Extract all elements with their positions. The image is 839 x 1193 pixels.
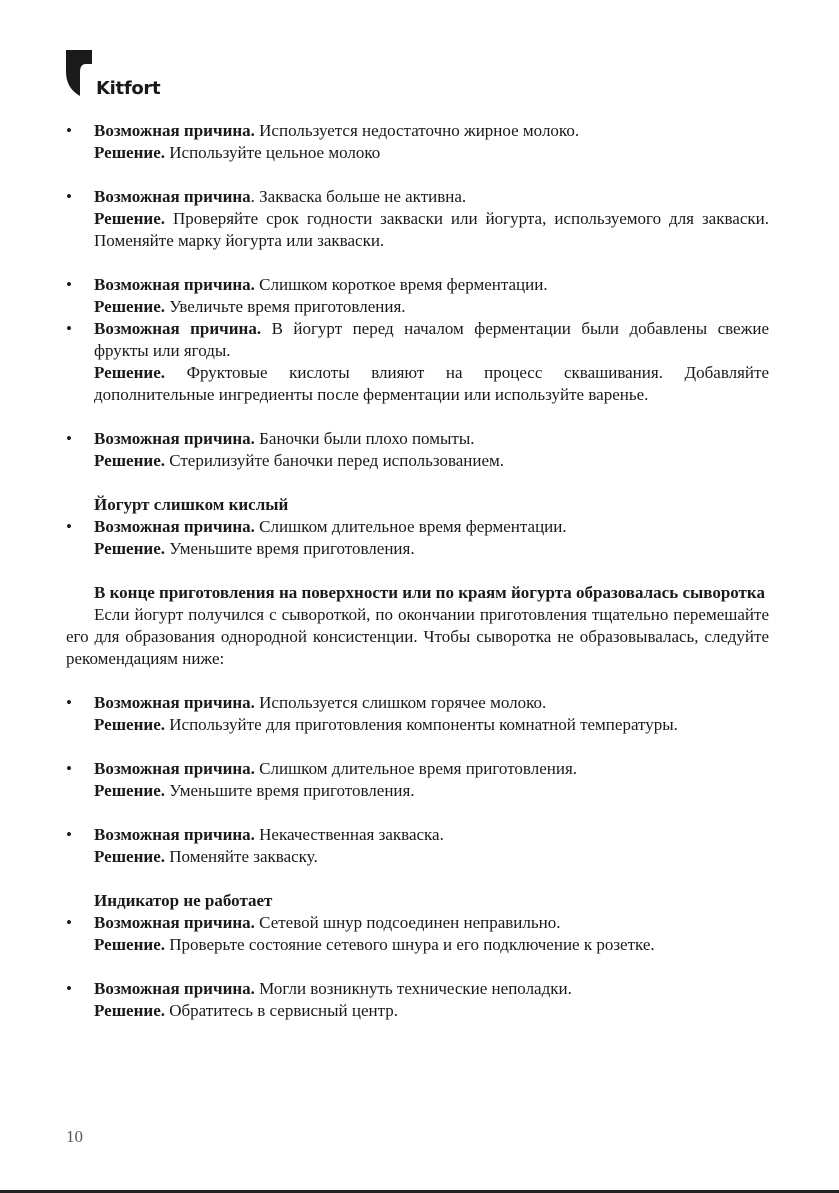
solution-text: Фруктовые кислоты влияют на процесс сквашивания. Добавляйте дополнительные ингредиенты после ферментации или используйте варенье. bbox=[94, 363, 769, 404]
list-item: • Возможная причина. Закваска больше не активна. Решение. Проверяйте срок годности закваски или йогурта, используемого для закваски. Поменяйте марку йогурта или закваски. bbox=[66, 186, 769, 252]
cause-text: Слишком длительное время ферментации. bbox=[259, 517, 567, 536]
cause-text: Используется недостаточно жирное молоко. bbox=[259, 121, 580, 140]
section-heading-indicator: Индикатор не работает bbox=[94, 891, 273, 910]
cause-label: Возможная причина bbox=[94, 979, 251, 998]
solution-text: Проверяйте срок годности закваски или йогурта, используемого для закваски. Поменяйте марку йогурта или закваски. bbox=[94, 209, 769, 250]
cause-text: Слишком короткое время ферментации. bbox=[259, 275, 548, 294]
solution-label: Решение. bbox=[94, 451, 165, 470]
cause-text: Некачественная закваска. bbox=[259, 825, 444, 844]
logo-text: Kitfort bbox=[96, 78, 161, 99]
list-item: • Возможная причина. Слишком короткое время ферментации. Решение. Увеличьте время приготовления. bbox=[66, 274, 769, 318]
cause-label: Возможная причина bbox=[94, 693, 251, 712]
cause-label: Возможная причина bbox=[94, 913, 251, 932]
solution-label: Решение. bbox=[94, 143, 165, 162]
section-heading-whey: В конце приготовления на поверхности или по краям йогурта образовалась сыворотка bbox=[94, 583, 765, 602]
page-number: 10 bbox=[66, 1127, 83, 1146]
solution-text: Увеличьте время приготовления. bbox=[169, 297, 406, 316]
solution-label: Решение. bbox=[94, 539, 165, 558]
list-item: • Возможная причина. Баночки были плохо помыты. Решение. Стерилизуйте баночки перед использованием. bbox=[66, 428, 769, 472]
solution-label: Решение. bbox=[94, 715, 165, 734]
cause-label: Возможная причина bbox=[94, 517, 251, 536]
solution-text: Обратитесь в сервисный центр. bbox=[169, 1001, 398, 1020]
list-item: • Возможная причина. Могли возникнуть технические неполадки. Решение. Обратитесь в сервисный центр. bbox=[66, 978, 769, 1022]
solution-text: Проверьте состояние сетевого шнура и его подключение к розетке. bbox=[169, 935, 655, 954]
solution-text: Уменьшите время приготовления. bbox=[169, 781, 415, 800]
section-intro-whey: Если йогурт получился с сывороткой, по окончании приготовления тщательно перемешайте его для образования однородной консистенции. Чтобы сыворотка не образовывалась, следуйте рекомендациям ниже: bbox=[66, 605, 769, 668]
cause-label: Возможная причина bbox=[94, 187, 251, 206]
cause-text: В йогурт перед началом ферментации были добавлены свежие фрукты или ягоды. bbox=[94, 319, 769, 360]
list-item: • Возможная причина. Слишком длительное время ферментации. Решение. Уменьшите время приготовления. bbox=[66, 516, 769, 560]
cause-label: Возможная причина bbox=[94, 275, 251, 294]
solution-label: Решение. bbox=[94, 781, 165, 800]
cause-label: Возможная причина bbox=[94, 319, 257, 338]
solution-label: Решение. bbox=[94, 209, 165, 228]
list-item: • Возможная причина. Слишком длительное время приготовления. Решение. Уменьшите время приготовления. bbox=[66, 758, 769, 802]
kitfort-logo-mark-icon bbox=[66, 50, 98, 98]
solution-label: Решение. bbox=[94, 847, 165, 866]
cause-label: Возможная причина bbox=[94, 429, 251, 448]
solution-label: Решение. bbox=[94, 1001, 165, 1020]
list-item: • Возможная причина. Сетевой шнур подсоединен неправильно. Решение. Проверьте состояние сетевого шнура и его подключение к розетке. bbox=[66, 912, 769, 956]
solution-text: Поменяйте закваску. bbox=[169, 847, 318, 866]
solution-label: Решение. bbox=[94, 297, 165, 316]
solution-label: Решение. bbox=[94, 363, 165, 382]
cause-text: Сетевой шнур подсоединен неправильно. bbox=[259, 913, 561, 932]
cause-label: Возможная причина bbox=[94, 121, 251, 140]
list-item: • Возможная причина. Используется слишком горячее молоко. Решение. Используйте для приготовления компоненты комнатной температуры. bbox=[66, 692, 769, 736]
cause-label: Возможная причина bbox=[94, 825, 251, 844]
cause-text: Закваска больше не активна. bbox=[259, 187, 467, 206]
list-item: • Возможная причина. Некачественная закваска. Решение. Поменяйте закваску. bbox=[66, 824, 769, 868]
cause-text: Слишком длительное время приготовления. bbox=[259, 759, 578, 778]
kitfort-logo bbox=[66, 50, 176, 100]
solution-text: Уменьшите время приготовления. bbox=[169, 539, 415, 558]
section-heading-sour: Йогурт слишком кислый bbox=[94, 495, 289, 514]
solution-label: Решение. bbox=[94, 935, 165, 954]
cause-label: Возможная причина bbox=[94, 759, 251, 778]
cause-text: Баночки были плохо помыты. bbox=[259, 429, 475, 448]
troubleshooting-content bbox=[66, 120, 769, 1022]
list-item: • Возможная причина. В йогурт перед началом ферментации были добавлены свежие фрукты или ягоды. Решение. Фруктовые кислоты влияют на процесс сквашивания. Добавляйте дополнительные ингредиенты после ферментации или используйте варенье. bbox=[66, 318, 769, 406]
list-item: • Возможная причина. Используется недостаточно жирное молоко. Решение. Используйте цельное молоко bbox=[66, 120, 769, 164]
solution-text: Стерилизуйте баночки перед использованием. bbox=[169, 451, 505, 470]
solution-text: Используйте для приготовления компоненты комнатной температуры. bbox=[169, 715, 678, 734]
cause-text: Используется слишком горячее молоко. bbox=[259, 693, 547, 712]
cause-text: Могли возникнуть технические неполадки. bbox=[259, 979, 572, 998]
solution-text: Используйте цельное молоко bbox=[169, 143, 381, 162]
